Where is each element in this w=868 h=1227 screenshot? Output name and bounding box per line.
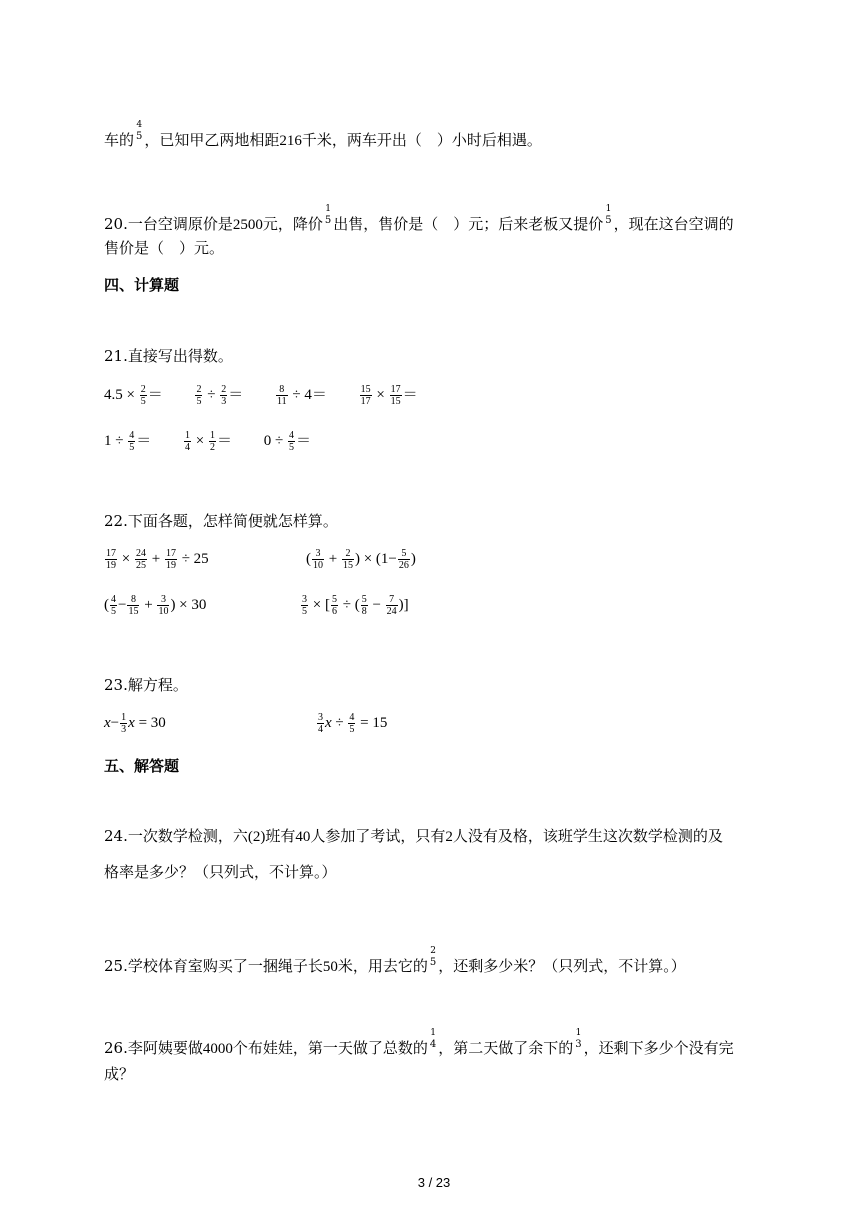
q23-title: 23.解方程。 — [104, 676, 188, 694]
q23-eq-2: $\frac{3}{4}$ x ÷ $\frac{4}{5}$ = 15 — [318, 712, 388, 735]
q21-row-1: 4.5 × $\frac{2}{5}$ ＝ $\frac{2}{5}$ ÷ $\frac{2}{3}$ ＝ $\frac{8}{11}$ ÷ 4＝ $\frac{15}{17}$ × $\frac{17}{15}$ ＝ — [104, 384, 418, 407]
q21-title: 21.直接写出得数。 — [104, 347, 233, 365]
fraction-4-5: 4 5 — [136, 120, 143, 142]
q24-line-1: 24.一次数学检测，六(2)班有40人参加了考试，只有2人没有及格，该班学生这次数学检测的及 — [104, 827, 723, 845]
q22-title: 22.下面各题，怎样简便就怎样算。 — [104, 512, 338, 530]
q19-line: 车的 4 5 ，已知甲乙两地相距216千米，两车开出（ ）小时后相遇。 — [104, 120, 542, 149]
q26-line-1: 26.李阿姨要做4000个布娃娃，第一天做了总数的 1 4 ，第二天做了余下的 1 3 ，还剩下多少个没有完 — [104, 1028, 734, 1057]
q22-expr-1: $\frac{17}{19}$ × $\frac{24}{25}$ + $\frac{17}{19}$ ÷ 25 — [106, 548, 209, 571]
q22-expr-4: $\frac{3}{5}$ × [ $\frac{5}{6}$ ÷ ( $\frac{5}{8}$ − $\frac{7}{24}$ )] — [302, 594, 409, 617]
q24-line-2: 格率是多少？（只列式，不计算。） — [104, 863, 337, 881]
q26-line-2: 成？ — [104, 1065, 135, 1083]
q22-expr-2: ( $\frac{3}{10}$ + $\frac{2}{15}$ ) × (1− $\frac{5}{26}$ ) — [306, 548, 416, 571]
fraction-1-5: 1 5 — [605, 204, 612, 226]
q21-row-2: 1 ÷ $\frac{4}{5}$ ＝ $\frac{1}{4}$ × $\frac{1}{2}$ ＝ 0 ÷ $\frac{4}{5}$ ＝ — [104, 430, 311, 453]
fraction-1-4: 1 4 — [429, 1028, 437, 1050]
fraction-2-5: 2 5 — [429, 946, 437, 968]
fraction-1-3: 1 3 — [575, 1028, 582, 1050]
q23-eq-1: x− $\frac{1}{3}$ x = 30 — [104, 712, 166, 735]
page-number: 3 / 23 — [417, 1175, 451, 1190]
q20-line-2: 售价是（ ）元。 — [104, 239, 225, 257]
section-heading-5: 五、解答题 — [104, 757, 180, 775]
section-heading-4: 四、计算题 — [104, 276, 180, 294]
q25-line: 25.学校体育室购买了一捆绳子长50米，用去它的 2 5 ，还剩多少米？（只列式，不计算。） — [104, 946, 686, 975]
q20-line-1: 20.一台空调原价是2500元，降价 1 5 出售，售价是（ ）元；后来老板又提价 1 5 ，现在这台空调的 — [104, 204, 734, 233]
fraction-1-5: 1 5 — [324, 204, 332, 226]
q22-expr-3: ( $\frac{4}{5}$ − $\frac{8}{15}$ + $\frac{3}{10}$ ) × 30 — [104, 594, 207, 617]
